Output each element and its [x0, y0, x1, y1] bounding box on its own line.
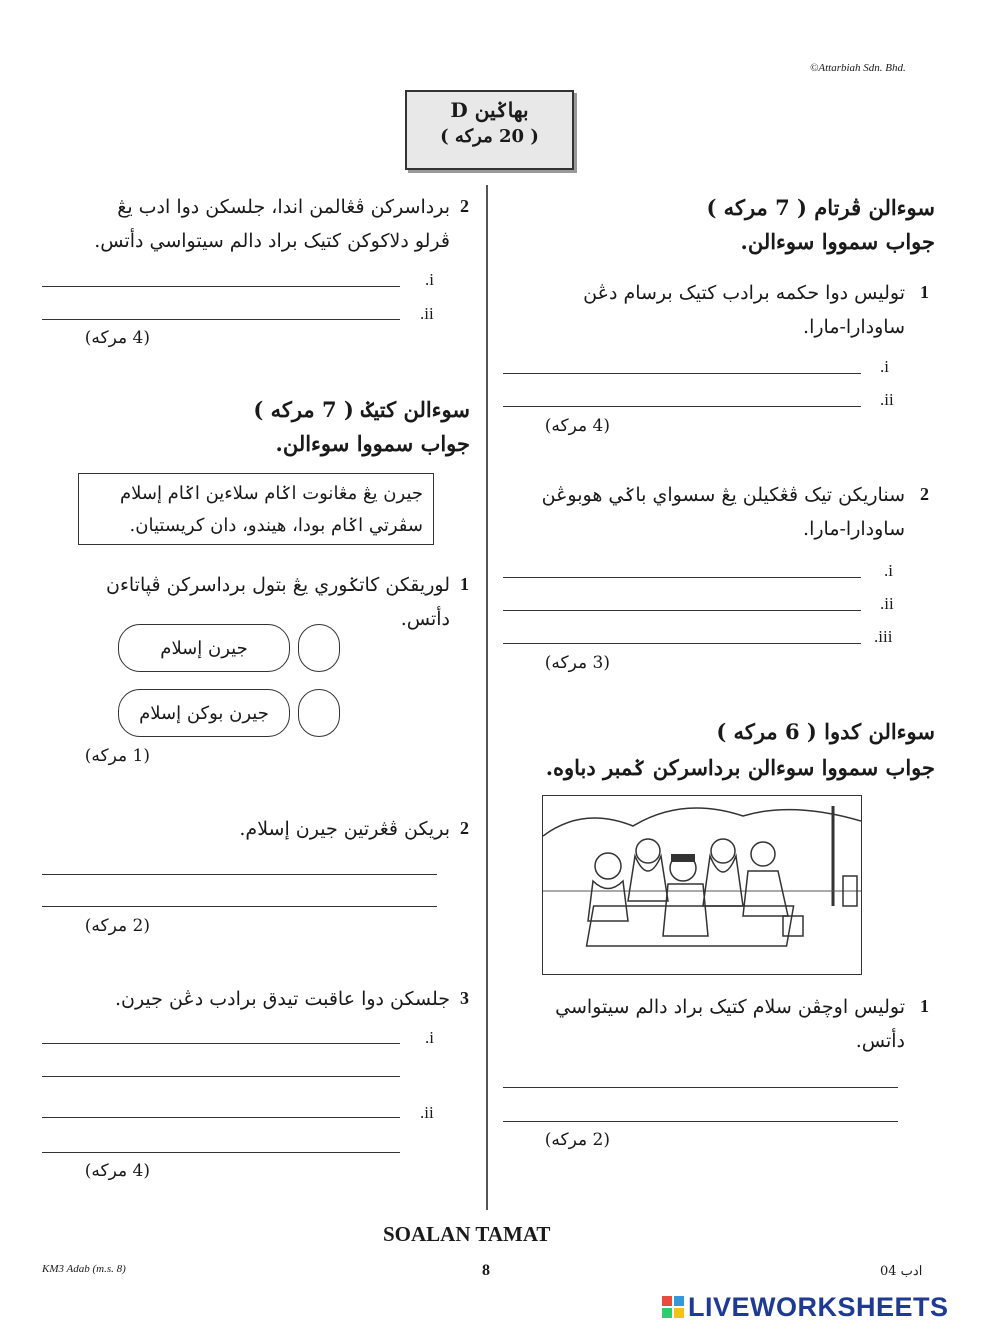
- l-s3-q1-number: 1: [460, 574, 469, 594]
- l-q2-answer-line-i[interactable]: [42, 286, 400, 287]
- r-s2-q1-number: 1: [920, 996, 929, 1016]
- l-s3-q3-number: 3: [460, 988, 469, 1008]
- r-s2-q1-text-line2: دأتس.: [855, 1030, 905, 1052]
- r-q2-label-iii: .iii: [874, 627, 893, 646]
- r-q1-text-line1: توليس دوا حکمه برادب كتيک برسام دڠن: [583, 282, 905, 304]
- info-box-line1: جيرن يڠ مڠانوت اݢام سلاءين اݢام إسلام: [119, 483, 423, 504]
- r-s2-q1-text-line1: توليس اوچڤن سلام كتيک براد دالم سيتواسي: [555, 996, 905, 1018]
- l-s3-q3-answer-line-ii-1[interactable]: [42, 1117, 400, 1118]
- r-q1-label-ii: .ii: [880, 390, 894, 409]
- part-title: بهاݢين D: [450, 98, 529, 122]
- r-s2-q1-marks: (2 مركه): [544, 1130, 610, 1150]
- l-s3-q1-text-line2: دأتس.: [400, 608, 450, 630]
- l-s3-q3-answer-line-i-1[interactable]: [42, 1043, 400, 1044]
- r-s2-q1-answer-line-2[interactable]: [503, 1121, 898, 1122]
- r-s2-q1-answer-line-1[interactable]: [503, 1087, 898, 1088]
- option-islam: جيرن إسلام: [118, 624, 290, 672]
- l-q2-text-line2: ڤرلو دلاکوکن كتيک براد دالم سيتواسي دأتس.: [94, 230, 450, 252]
- l-q2-label-i: .i: [425, 270, 434, 289]
- page-number: 8: [482, 1262, 490, 1279]
- l-q2-answer-line-ii[interactable]: [42, 319, 400, 320]
- tick-box-non-islam[interactable]: [298, 689, 340, 737]
- r-q1-number: 1: [920, 282, 929, 302]
- l-s3-q2-answer-line-1[interactable]: [42, 874, 437, 875]
- section3-title: سوءالن كتيݢ ( 7 مركه ): [253, 397, 470, 422]
- option-non-islam: جيرن بوکن إسلام: [118, 689, 290, 737]
- r-q2-number: 2: [920, 484, 929, 504]
- illustration-neighbours-picnic: [542, 795, 862, 975]
- liveworksheets-logo-icon: [662, 1296, 684, 1318]
- r-q1-marks: (4 مركه): [544, 416, 610, 436]
- tick-box-islam[interactable]: [298, 624, 340, 672]
- section2-instruction: جواب سمووا سوءالن برداسرکن ݢمبر دباوه.: [545, 755, 935, 780]
- l-q2-label-ii: .ii: [420, 304, 434, 323]
- info-box: [78, 473, 434, 545]
- l-q2-text-line1: برداسرکن ڤڠالمن اندا، جلسکن دوا ادب يڠ: [117, 196, 450, 218]
- section2-title: سوءالن كدوا ( 6 مركه ): [716, 719, 935, 744]
- copyright: ©Attarbiah Sdn. Bhd.: [810, 62, 906, 74]
- l-q2-marks: (4 مركه): [84, 328, 150, 348]
- r-q2-text-line2: ساودارا-مارا.: [803, 518, 905, 540]
- r-q2-answer-line-ii[interactable]: [503, 610, 861, 611]
- column-divider: [486, 185, 488, 1210]
- r-q2-label-ii: .ii: [880, 594, 894, 613]
- l-s3-q3-answer-line-i-2[interactable]: [42, 1076, 400, 1077]
- liveworksheets-brand[interactable]: LIVEWORKSHEETS: [688, 1292, 949, 1322]
- l-s3-q3-label-i: .i: [425, 1028, 434, 1047]
- r-q1-answer-line-i[interactable]: [503, 373, 861, 374]
- part-marks: ( 20 مركه ): [440, 126, 539, 147]
- r-q2-text-line1: سناريکن تيک ڤڠكيلن يڠ سسواي باݢي هوبوڠن: [541, 484, 905, 506]
- info-box-line2: سڤرتي اݢام بودا، هيندو، دان كريستيان.: [129, 515, 423, 536]
- r-q2-marks: (3 مركه): [544, 653, 610, 673]
- l-s3-q1-marks: (1 مركه): [84, 746, 150, 766]
- part-title-box: [405, 90, 574, 170]
- section1-instruction: جواب سمووا سوءالن.: [740, 229, 935, 254]
- section3-instruction: جواب سمووا سوءالن.: [275, 431, 470, 456]
- l-s3-q2-text: بريکن ڤڠرتين جيرن إسلام.: [239, 818, 450, 840]
- r-q1-label-i: .i: [880, 357, 889, 376]
- picnic-drawing: [543, 796, 861, 974]
- l-s3-q2-marks: (2 مركه): [84, 916, 150, 936]
- footer-code: KM3 Adab (m.s. 8): [42, 1263, 126, 1275]
- l-s3-q2-number: 2: [460, 818, 469, 838]
- r-q1-text-line2: ساودارا-مارا.: [803, 316, 905, 338]
- footer-subject: ادب 04: [880, 1264, 923, 1279]
- r-q2-answer-line-i[interactable]: [503, 577, 861, 578]
- l-s3-q3-answer-line-ii-2[interactable]: [42, 1152, 400, 1153]
- l-s3-q1-text-line1: لوريقکن كاتݢوري يڠ بتول برداسرکن ڤڽاتاءن: [106, 574, 450, 596]
- l-s3-q3-label-ii: .ii: [420, 1103, 434, 1122]
- l-s3-q3-text: جلسکن دوا عاقبت تيدق برادب دڠن جيرن.: [114, 988, 450, 1010]
- end-of-questions: SOALAN TAMAT: [383, 1222, 551, 1246]
- r-q2-label-i: .i: [884, 561, 893, 580]
- l-s3-q3-marks: (4 مركه): [84, 1161, 150, 1181]
- l-s3-q2-answer-line-2[interactable]: [42, 906, 437, 907]
- r-q2-answer-line-iii[interactable]: [503, 643, 861, 644]
- section1-title: سوءالن ڤرتام ( 7 مركه ): [706, 195, 935, 220]
- r-q1-answer-line-ii[interactable]: [503, 406, 861, 407]
- l-q2-number: 2: [460, 196, 469, 216]
